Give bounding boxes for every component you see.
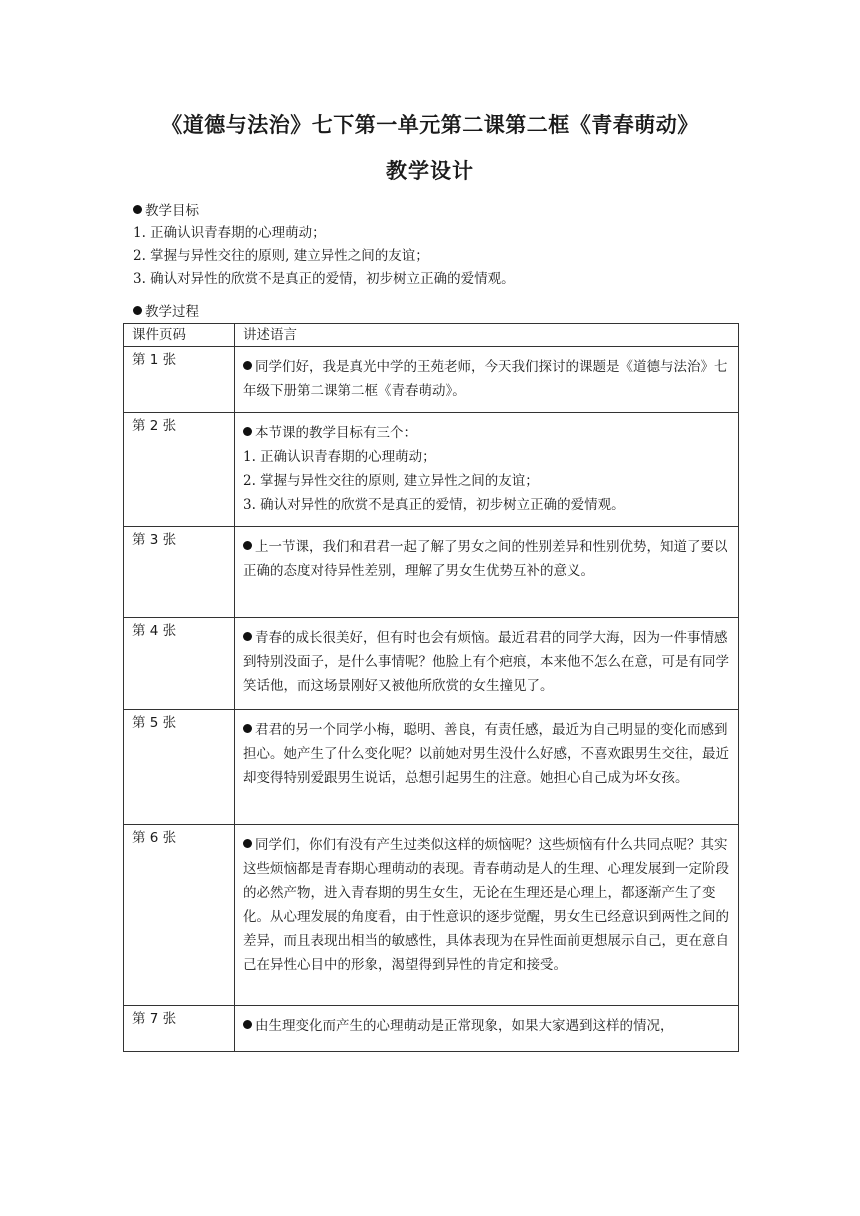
page-number-cell: 第 3 张 [124, 527, 235, 618]
bullet-icon [243, 361, 252, 370]
page-number-cell: 第 1 张 [124, 347, 235, 413]
speech-paragraph: 本节课的教学目标有三个： [243, 421, 734, 445]
page-number-cell: 第 7 张 [124, 1006, 235, 1052]
bullet-icon [243, 541, 252, 550]
speech-paragraph: 3. 确认对异性的欣赏不是真正的爱情，初步树立正确的爱情观。 [243, 497, 625, 513]
speech-cell [235, 347, 739, 413]
page-number-cell: 第 2 张 [124, 413, 235, 527]
bullet-icon [243, 427, 252, 436]
table-row [124, 527, 739, 618]
table-row [124, 710, 739, 825]
page-number-cell: 第 6 张 [124, 825, 235, 1006]
bullet-icon [243, 1020, 252, 1029]
speech-cell [235, 825, 739, 1006]
speech-cell [235, 527, 739, 618]
bullet-icon [133, 205, 142, 214]
speech-cell [235, 1006, 739, 1052]
table-row [124, 347, 739, 413]
document-subtitle: 教学设计 [386, 159, 474, 183]
bullet-icon [243, 839, 252, 848]
speech-paragraph: 同学们，你们有没有产生过类似这样的烦恼呢？这些烦恼有什么共同点呢？其实这些烦恼都是青春期心理萌动的表现。青春萌动是人的生理、心理发展到一定阶段的必然产物，进入青春期的男生女生，无论在生理还是心理上，都逐渐产生了变化。从心理发展的角度看，由于性意识的逐步觉醒，男女生已经意识到两性之间的差异，而且表现出相当的敏感性，具体表现为在异性面前更想展示自己，更在意自己在异性心目中的形象，渴望得到异性的肯定和接受。 [243, 837, 729, 973]
speech-paragraph: 君君的另一个同学小梅，聪明、善良，有责任感，最近为自己明显的变化而感到担心。她产生了什么变化呢？以前她对男生没什么好感，不喜欢跟男生交往，最近却变得特别爱跟男生说话，总想引起男生的注意。她担心自己成为坏女孩。 [243, 722, 729, 786]
speech-paragraph: 同学们好，我是真光中学的王苑老师，今天我们探讨的课题是《道德与法治》七年级下册第二课第二框《青春萌动》。 [243, 359, 728, 399]
page-number-cell: 第 5 张 [124, 710, 235, 825]
page-number-cell: 第 4 张 [124, 618, 235, 710]
table-row [124, 413, 739, 527]
objective-item: 1. 正确认识青春期的心理萌动； [133, 225, 326, 241]
objectives-heading: 教学目标 [133, 200, 515, 222]
speech-paragraph: 由生理变化而产生的心理萌动是正常现象，如果大家遇到这样的情况， [243, 1014, 734, 1038]
speech-cell [235, 618, 739, 710]
table-header-row [124, 324, 739, 347]
objective-item: 2. 掌握与异性交往的原则, 建立异性之间的友谊； [133, 248, 429, 264]
table-row [124, 1006, 739, 1052]
table-row [124, 825, 739, 1006]
objective-item: 3. 确认对异性的欣赏不是真正的爱情，初步树立正确的爱情观。 [133, 271, 515, 287]
speech-paragraph: 2. 掌握与异性交往的原则, 建立异性之间的友谊； [243, 473, 539, 489]
column-header-speech: 讲述语言 [235, 324, 739, 347]
speech-cell [235, 710, 739, 825]
speech-paragraph: 1. 正确认识青春期的心理萌动； [243, 449, 436, 465]
table-row [124, 618, 739, 710]
bullet-icon [243, 632, 252, 641]
column-header-page: 课件页码 [124, 324, 235, 347]
bullet-icon [243, 724, 252, 733]
objectives-section [133, 200, 515, 291]
speech-paragraph: 上一节课，我们和君君一起了解了男女之间的性别差异和性别优势，知道了要以正确的态度对待异性差别，理解了男女生优势互补的意义。 [243, 539, 728, 579]
process-heading: 教学过程 [133, 301, 199, 323]
document-title: 《道德与法治》七下第一单元第二课第二框《青春萌动》 [161, 113, 699, 137]
lesson-table [123, 323, 739, 1052]
speech-cell [235, 413, 739, 527]
speech-paragraph: 青春的成长很美好，但有时也会有烦恼。最近君君的同学大海，因为一件事情感到特别没面子，是什么事情呢？他脸上有个疤痕，本来他不怎么在意，可是有同学笑话他，而这场景刚好又被他所欣赏的女生撞见了。 [243, 630, 729, 694]
bullet-icon [133, 306, 142, 315]
